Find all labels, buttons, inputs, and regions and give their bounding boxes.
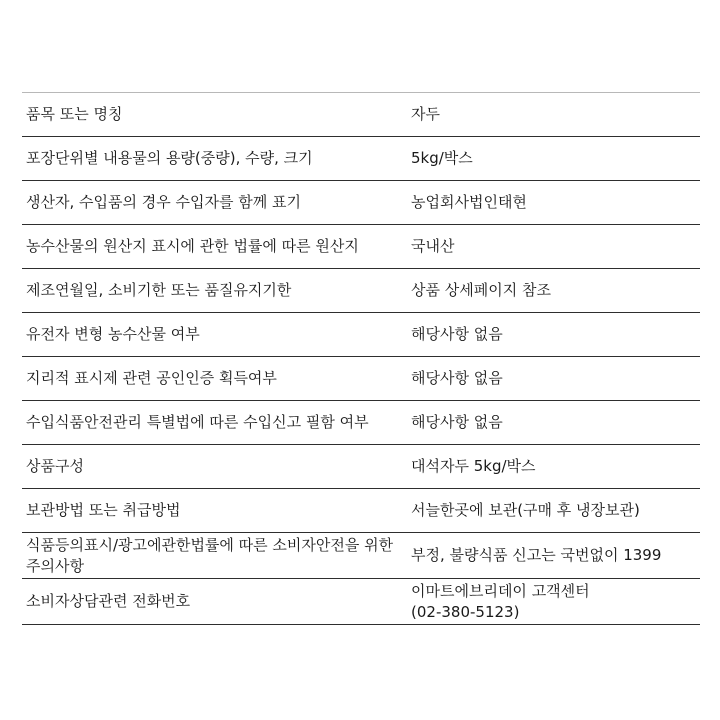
composition-value: 대석자두 5kg/박스 xyxy=(409,445,700,489)
table-row xyxy=(22,93,700,137)
item-name-label: 품목 또는 명칭 xyxy=(22,93,409,137)
table-row xyxy=(22,313,700,357)
gmo-value: 해당사항 없음 xyxy=(409,313,700,357)
gmo-label: 유전자 변형 농수산물 여부 xyxy=(22,313,409,357)
producer-value: 농업회사법인태현 xyxy=(409,181,700,225)
storage-method-value: 서늘한곳에 보관(구매 후 냉장보관) xyxy=(409,489,700,533)
geographical-indication-label: 지리적 표시제 관련 공인인증 획득여부 xyxy=(22,357,409,401)
consumer-contact-value: 이마트에브리데이 고객센터 (02-380-5123) xyxy=(409,579,700,625)
consumer-contact-label: 소비자상담관련 전화번호 xyxy=(22,579,409,625)
manufacture-date-value: 상품 상세페이지 참조 xyxy=(409,269,700,313)
manufacture-date-label: 제조연월일, 소비기한 또는 품질유지기한 xyxy=(22,269,409,313)
table-row xyxy=(22,445,700,489)
geographical-indication-value: 해당사항 없음 xyxy=(409,357,700,401)
table-row xyxy=(22,225,700,269)
table-row xyxy=(22,137,700,181)
composition-label: 상품구성 xyxy=(22,445,409,489)
origin-label: 농수산물의 원산지 표시에 관한 법률에 따른 원산지 xyxy=(22,225,409,269)
package-capacity-label: 포장단위별 내용물의 용량(중량), 수량, 크기 xyxy=(22,137,409,181)
table-row xyxy=(22,269,700,313)
storage-method-label: 보관방법 또는 취급방법 xyxy=(22,489,409,533)
safety-notice-value: 부정, 불량식품 신고는 국번없이 1399 xyxy=(409,533,700,579)
product-info-table xyxy=(22,92,700,625)
import-declaration-label: 수입식품안전관리 특별법에 따른 수입신고 필함 여부 xyxy=(22,401,409,445)
table-row xyxy=(22,579,700,625)
producer-label: 생산자, 수입품의 경우 수입자를 함께 표기 xyxy=(22,181,409,225)
origin-value: 국내산 xyxy=(409,225,700,269)
import-declaration-value: 해당사항 없음 xyxy=(409,401,700,445)
table-row xyxy=(22,401,700,445)
safety-notice-label: 식품등의표시/광고에관한법률에 따른 소비자안전을 위한 주의사항 xyxy=(22,533,409,579)
item-name-value: 자두 xyxy=(409,93,700,137)
table-row xyxy=(22,357,700,401)
table-row xyxy=(22,489,700,533)
package-capacity-value: 5kg/박스 xyxy=(409,137,700,181)
table-row xyxy=(22,181,700,225)
table-row xyxy=(22,533,700,579)
